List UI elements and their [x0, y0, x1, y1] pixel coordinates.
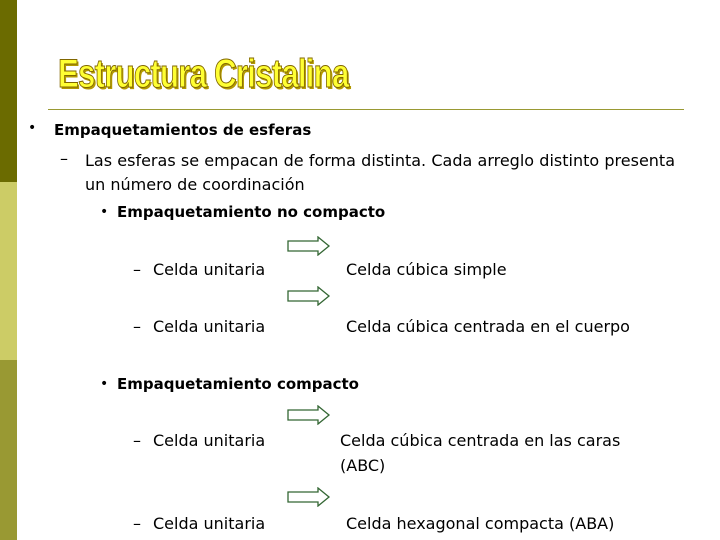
right-arrow-icon — [287, 487, 331, 507]
right-arrow-icon — [287, 236, 331, 256]
row3-right-line2: (ABC) — [340, 456, 386, 475]
description-dash: – — [60, 149, 68, 168]
title-underline — [48, 109, 684, 110]
row2-dash: – — [133, 317, 141, 336]
slide-title: Estructura Cristalina — [58, 52, 349, 96]
row2-right: Celda cúbica centrada en el cuerpo — [346, 317, 630, 336]
row4-right: Celda hexagonal compacta (ABA) — [346, 514, 615, 533]
group1-heading: Empaquetamiento no compacto — [117, 203, 386, 221]
description-text: Las esferas se empacan de forma distinta. Cada arreglo distinto presenta un número de coordinación — [85, 151, 675, 194]
level1-heading: Empaquetamientos de esferas — [54, 121, 312, 139]
row3-right-line1: Celda cúbica centrada en las caras — [340, 431, 621, 450]
row1-dash: – — [133, 260, 141, 279]
level1-bullet: • — [28, 120, 37, 136]
side-bar-top — [0, 0, 17, 182]
row3-dash: – — [133, 431, 141, 450]
right-arrow-icon — [287, 405, 331, 425]
side-bar-middle — [0, 182, 17, 360]
group2-bullet: • — [100, 376, 109, 392]
row1-left: Celda unitaria — [153, 260, 266, 279]
group1-bullet: • — [100, 204, 109, 220]
right-arrow-icon — [287, 286, 331, 306]
row3-left: Celda unitaria — [153, 431, 266, 450]
row1-right: Celda cúbica simple — [346, 260, 507, 279]
row4-left: Celda unitaria — [153, 514, 266, 533]
row2-left: Celda unitaria — [153, 317, 266, 336]
group2-heading: Empaquetamiento compacto — [117, 375, 359, 393]
row4-dash: – — [133, 514, 141, 533]
side-bar-bottom — [0, 360, 17, 540]
